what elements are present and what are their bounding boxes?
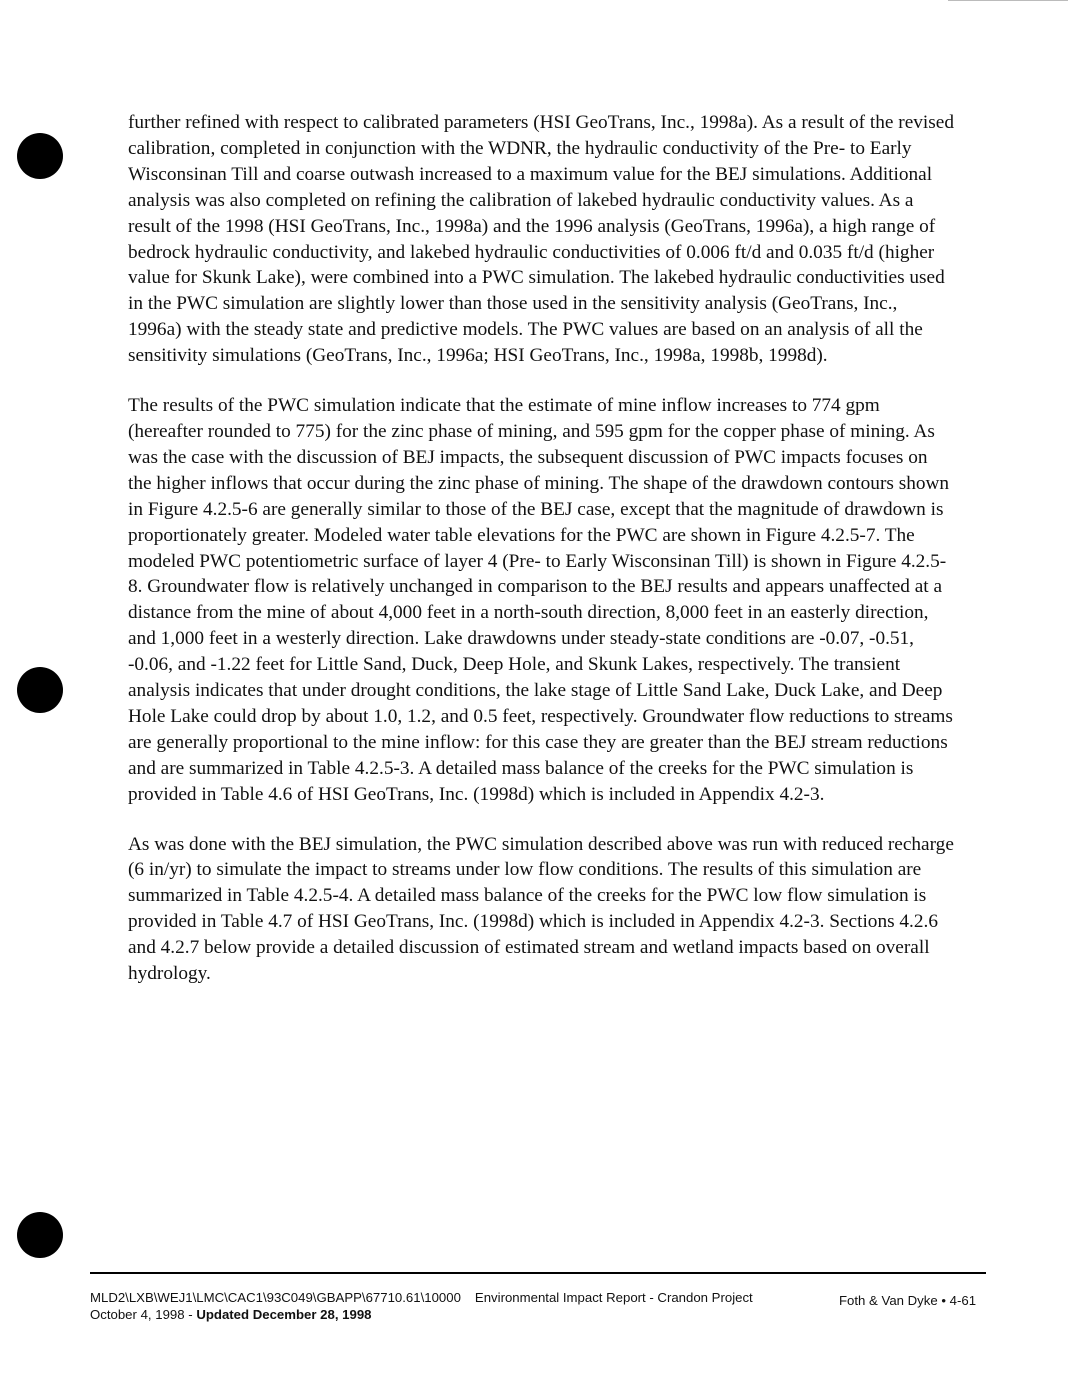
binder-hole-middle [17, 667, 63, 713]
document-body [128, 110, 954, 1011]
footer-updated-date: Updated December 28, 1998 [196, 1307, 372, 1322]
paragraph-low-flow: As was done with the BEJ simulation, the PWC simulation described above was run with reduced recharge (6 in/yr) to simulate the impact to streams under low flow conditions. The results of this simulation are summarized in Table 4.2.5-4. A detailed mass balance of the creeks for the PWC low flow simulation is provided in Table 4.7 of HSI GeoTrans, Inc. (1998d) which is included in Appendix 4.2-3. Sections 4.2.6 and 4.2.7 below provide a detailed discussion of estimated stream and wetland impacts based on overall hydrology. [128, 833, 954, 985]
footer-rule [90, 1272, 986, 1274]
footer-left-block [90, 1289, 753, 1323]
footer-file-path: MLD2\LXB\WEJ1\LMC\CAC1\93C049\GBAPP\67710.61\10000 [90, 1290, 461, 1305]
binder-hole-top [17, 133, 63, 179]
paragraph-calibration: further refined with respect to calibrated parameters (HSI GeoTrans, Inc., 1998a). As a result of the revised calibration, completed in conjunction with the WDNR, the hydraulic conductivity of the Pre- to Early Wisconsinan Till and coarse outwash increased to a maximum value for the BEJ simulations. Additional analysis was also completed on refining the calibration of lakebed hydraulic conductivity values. As a result of the 1998 (HSI GeoTrans, Inc., 1998a) and the 1996 analysis (GeoTrans, 1996a), a high range of bedrock hydraulic conductivity, and lakebed hydraulic conductivities of 0.006 ft/d and 0.035 ft/d (higher value for Skunk Lake), were combined into a PWC simulation. The lakebed hydraulic conductivities used in the PWC simulation are slightly lower than those used in the sensitivity analysis (GeoTrans, Inc., 1996a) with the steady state and predictive models. The PWC values are based on an analysis of all the sensitivity simulations (GeoTrans, Inc., 1996a; HSI GeoTrans, Inc., 1998a, 1998b, 1998d). [128, 112, 954, 367]
paragraph-pwc-results: The results of the PWC simulation indicate that the estimate of mine inflow increases to 774 gpm (hereafter rounded to 775) for the zinc phase of mining, and 595 gpm for the copper phase of mining. As was the case with the discussion of BEJ impacts, the subsequent discussion of PWC impacts focuses on the higher inflows that occur during the zinc phase of mining. The shape of the drawdown contours shown in Figure 4.2.5-6 are generally similar to those of the BEJ case, except that the magnitude of drawdown is proportionately greater. Modeled water table elevations for the PWC are shown in Figure 4.2.5-7. The modeled PWC potentiometric surface of layer 4 (Pre- to Early Wisconsinan Till) is shown in Figure 4.2.5-8. Groundwater flow is relatively unchanged in comparison to the BEJ results and appears unaffected at a distance from the mine of about 4,000 feet in a north-south direction, 8,000 feet in an easterly direction, and 1,000 feet in a westerly direction. Lake drawdowns under steady-state conditions are -0.07, -0.51, -0.06, and -1.22 feet for Little Sand, Duck, Deep Hole, and Skunk Lakes, respectively. The transient analysis indicates that under drought conditions, the lake stage of Little Sand Lake, Duck Lake, and Deep Hole Lake could drop by about 1.0, 1.2, and 0.5 feet, respectively. Groundwater flow reductions to streams are generally proportional to the mine inflow: for this case they are greater than the BEJ stream reductions and are summarized in Table 4.2.5-3. A detailed mass balance of the creeks for the PWC simulation is provided in Table 4.6 of HSI GeoTrans, Inc. (1998d) which is included in Appendix 4.2-3. [128, 395, 953, 805]
footer-date: October 4, 1998 - [90, 1307, 193, 1322]
footer-line-1 [90, 1289, 753, 1306]
top-edge-rule [948, 0, 1068, 1]
binder-hole-bottom [17, 1212, 63, 1258]
footer-company-page-number: Foth & Van Dyke • 4-61 [839, 1293, 977, 1308]
footer-line-2 [90, 1306, 753, 1323]
footer-report-title: Environmental Impact Report - Crandon Project [474, 1290, 753, 1305]
